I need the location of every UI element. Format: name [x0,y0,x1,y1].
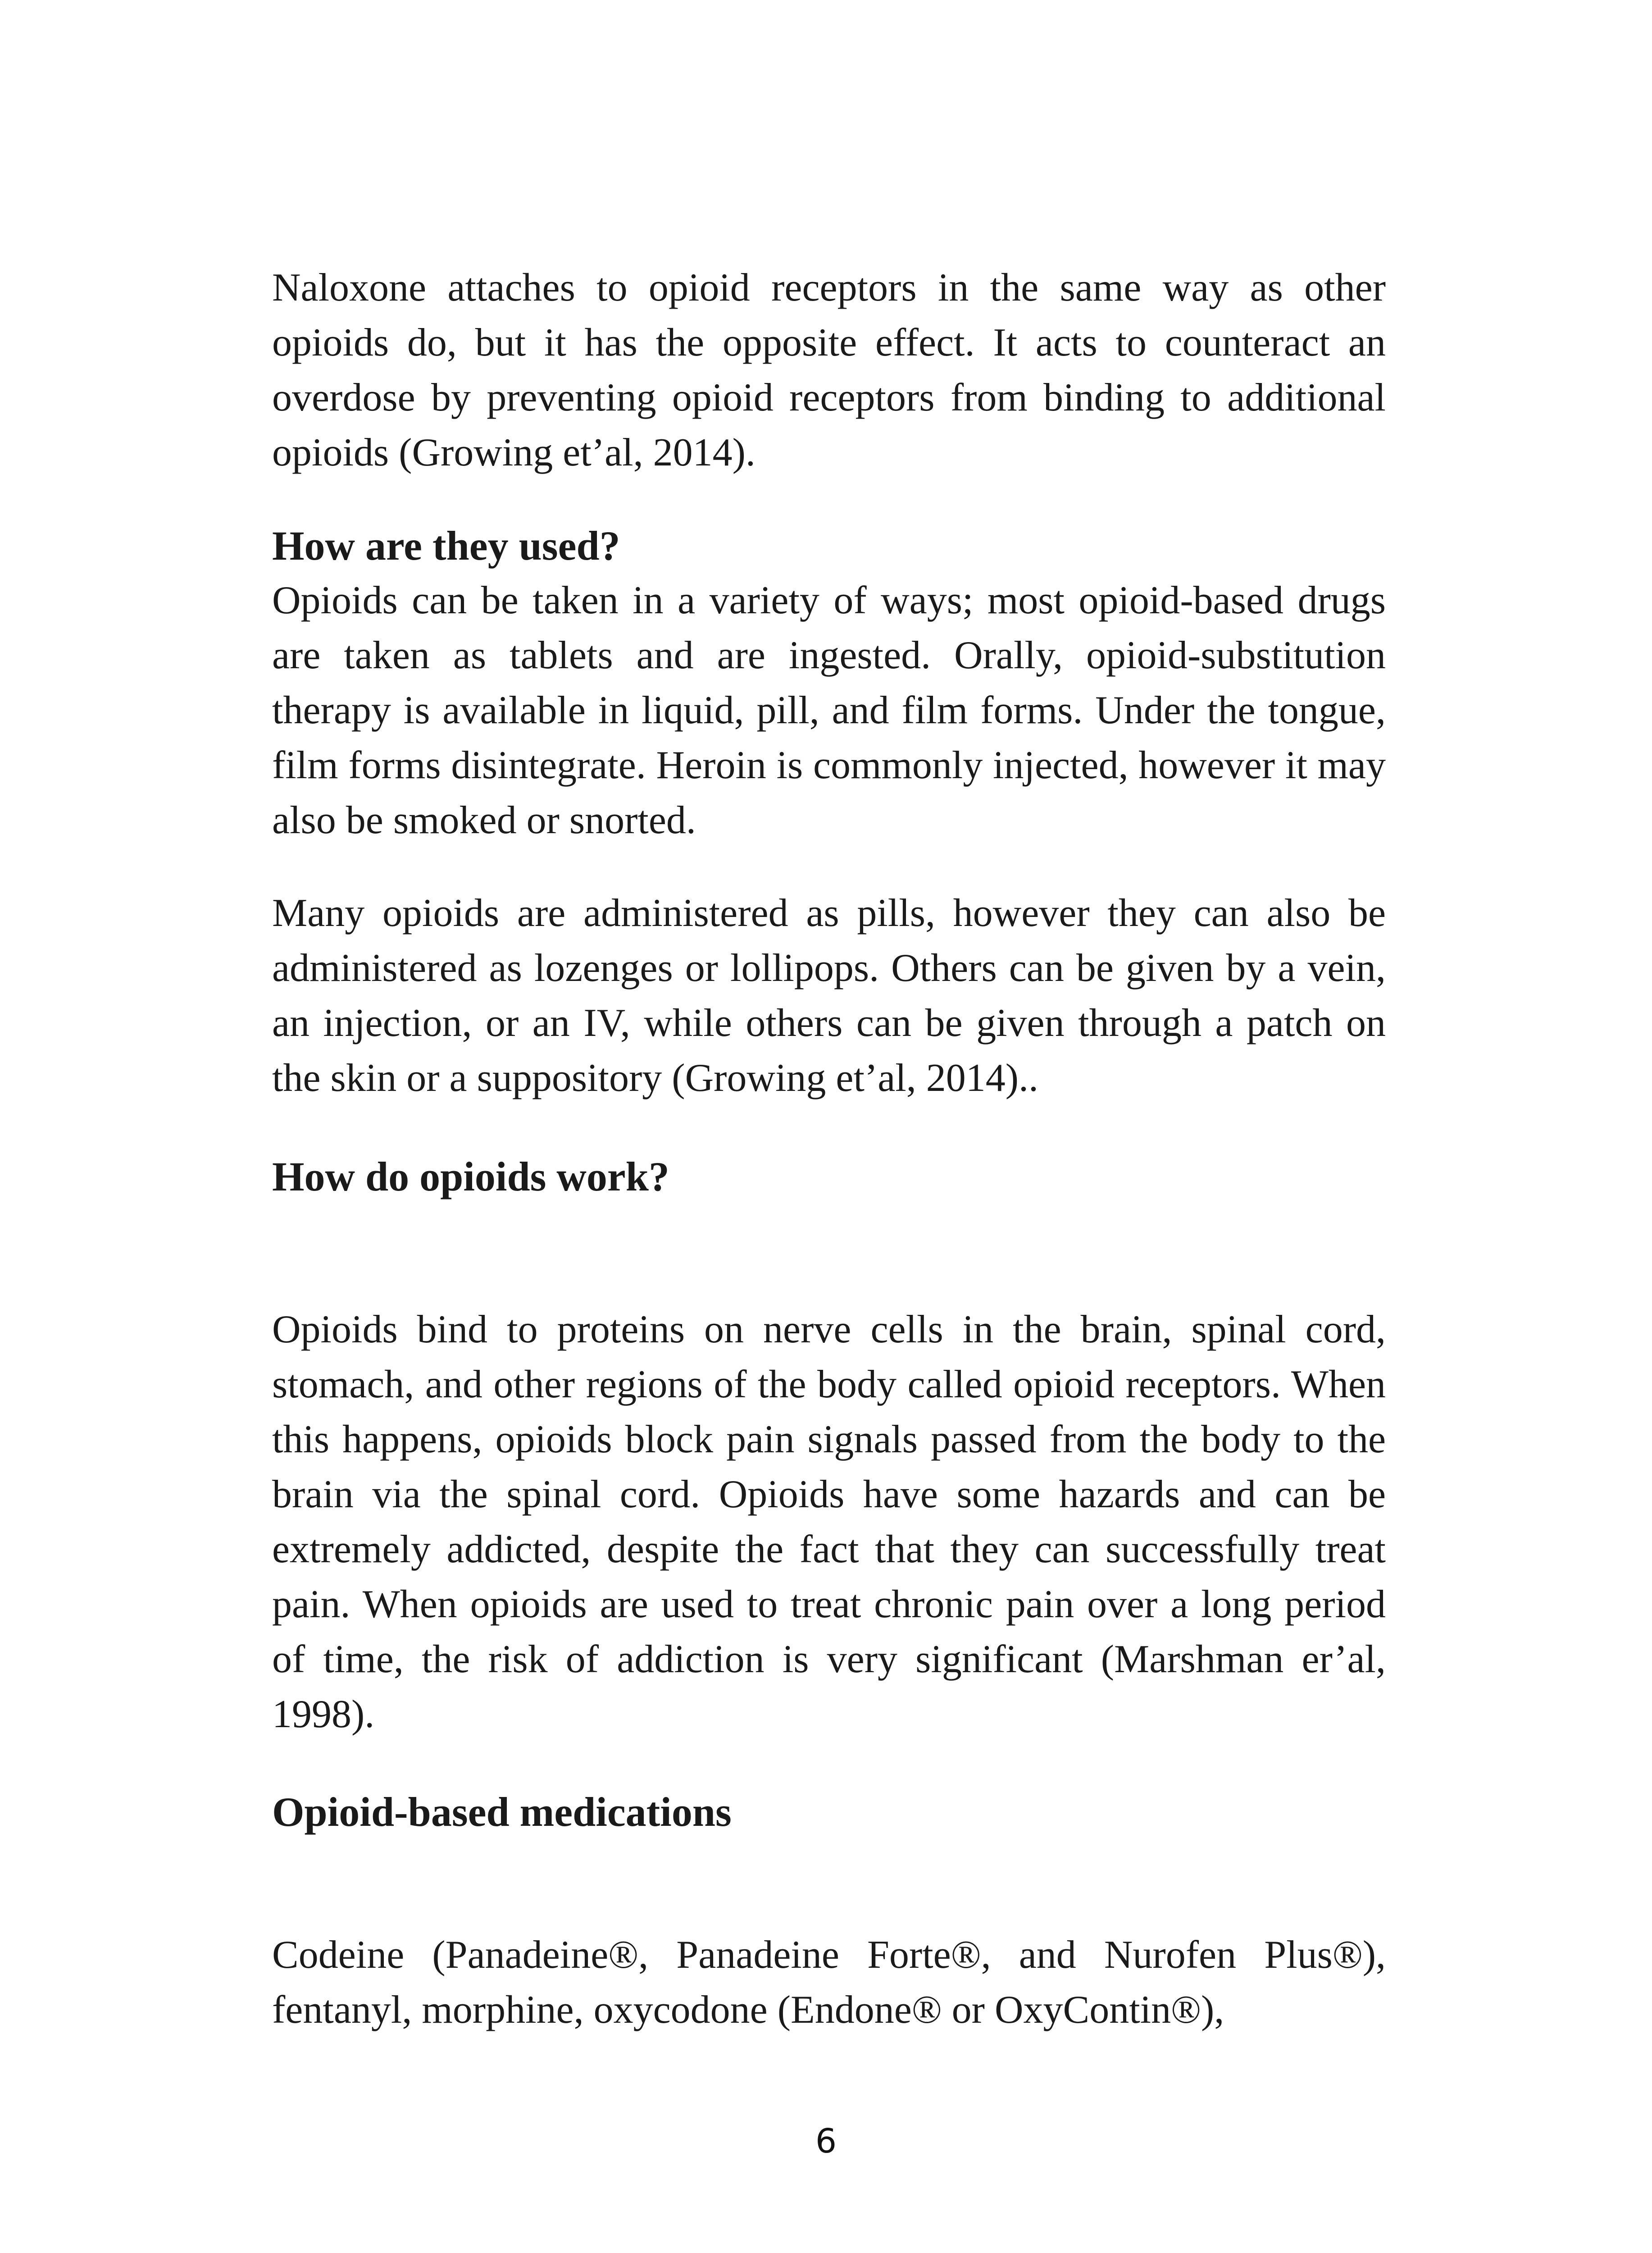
administration-paragraph: Many opioids are administered as pills, however they can also be administered as lozenges or lollipops. Others can be given by a vein, an injection, or an IV, while others can be given through a patch on the skin or a suppository (Growing et’al, 2014).. [272,891,1386,1100]
naloxone-paragraph: Naloxone attaches to opioid receptors in the same way as other opioids do, but it has the opposite effect. It acts to counteract an overdose by preventing opioid receptors from binding to additional opioids (Growing et’al, 2014). [272,266,1386,474]
mechanism-paragraph: Opioids bind to proteins on nerve cells in the brain, spinal cord, stomach, and other regions of the body called opioid receptors. When this happens, opioids block pain signals passed from the body to the brain via the spinal cord. Opioids have some hazards and can be extremely addicted, despite the fact that they can successfully treat pain. When opioids are used to treat chronic pain over a long period of time, the risk of addiction is very significant (Marshman er’al, 1998). [272,1308,1386,1736]
page-number: 6 [815,2122,837,2161]
heading-how-do-opioids-work: How do opioids work? [272,1154,669,1199]
heading-opioid-based-medications: Opioid-based medications [272,1789,732,1835]
page-body [272,260,1386,2038]
usage-paragraph: Opioids can be taken in a variety of ways; most opioid-based drugs are taken as tablets and are ingested. Orally, opioid-substitution therapy is available in liquid, pill, and film forms. Under the tongue, film forms disintegrate. Heroin is commonly injected, however it may also be smoked or snorted. [272,579,1386,842]
heading-how-are-they-used: How are they used? [272,523,620,569]
medications-paragraph: Codeine (Panadeine®, Panadeine Forte®, and Nurofen Plus®), fentanyl, morphine, oxycodone (Endone® or OxyContin®), [272,1933,1386,2032]
